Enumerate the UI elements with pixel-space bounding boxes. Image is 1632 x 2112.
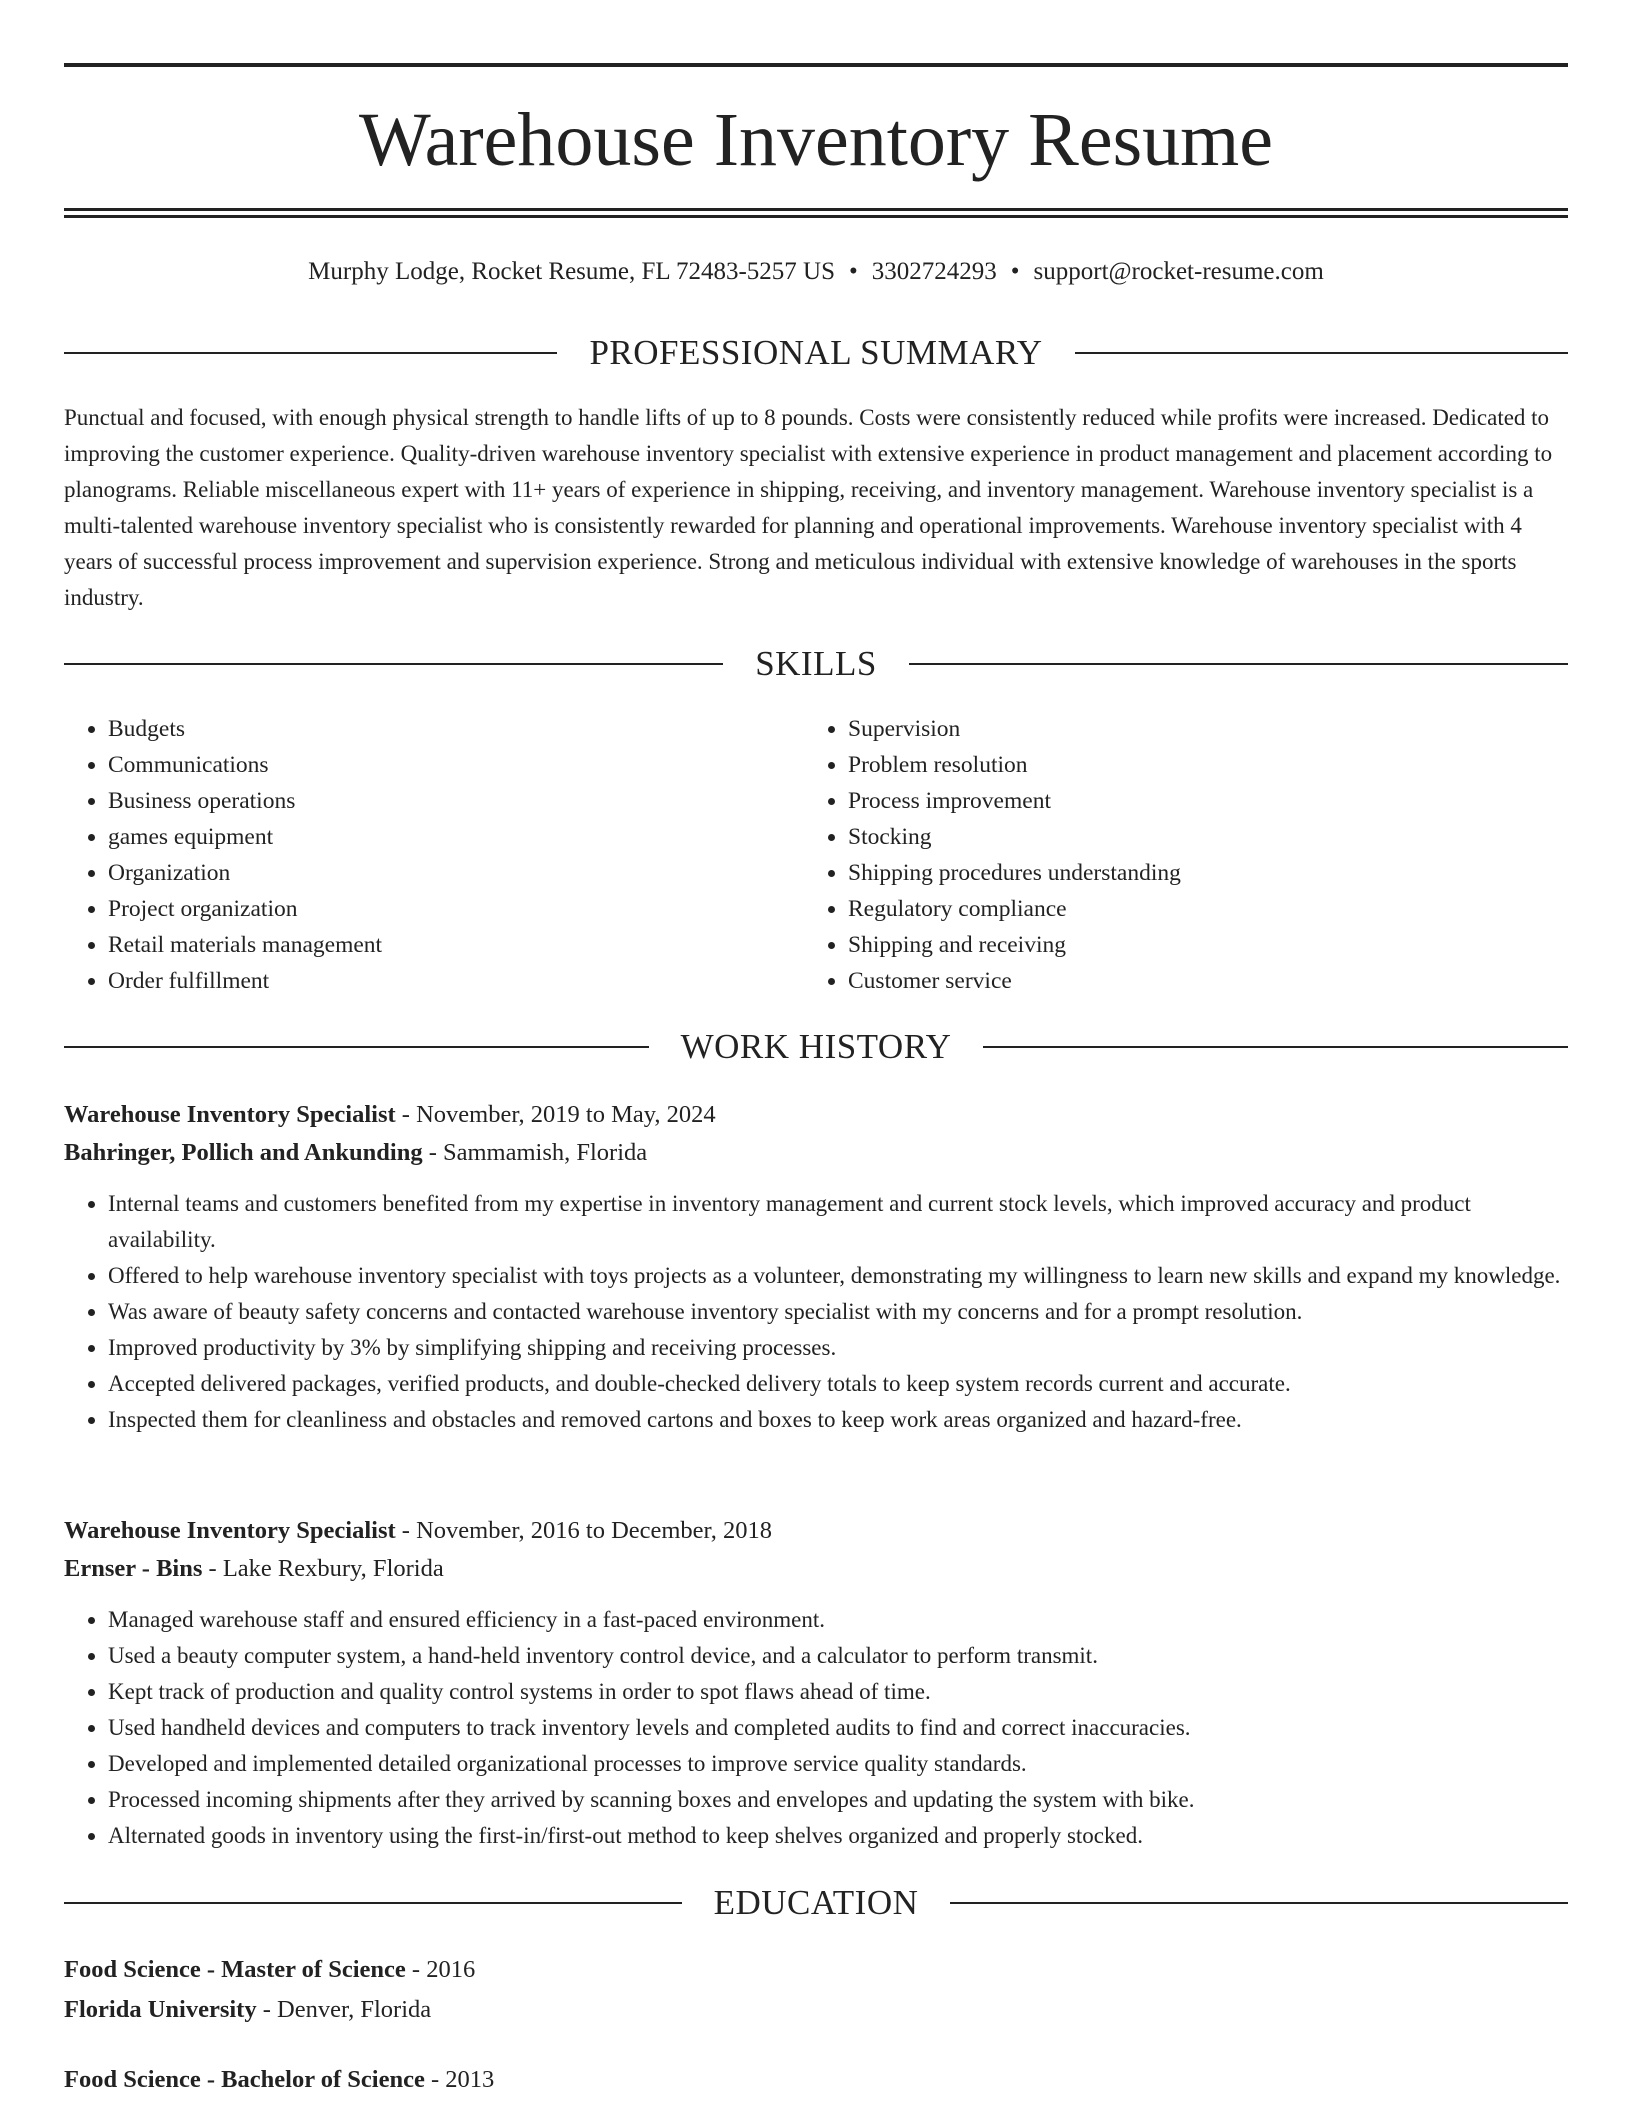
job-duties bbox=[64, 1186, 1568, 1438]
education-degree-line bbox=[64, 1950, 1568, 1990]
section-rule bbox=[950, 1902, 1568, 1904]
job-dates: - November, 2019 to May, 2024 bbox=[395, 1101, 716, 1128]
skill-item: • Budgets bbox=[108, 711, 804, 747]
section-title-skills: SKILLS bbox=[755, 644, 877, 683]
skill-item: • Project organization bbox=[108, 891, 804, 927]
skill-item: • Process improvement bbox=[848, 783, 1544, 819]
section-header-summary bbox=[64, 328, 1568, 378]
job-title: Warehouse Inventory Specialist bbox=[64, 1101, 396, 1128]
job-duty-item: • Accepted delivered packages, verified products, and double-checked delivery totals to keep system records current and accurate. bbox=[108, 1366, 1568, 1402]
job-title: Warehouse Inventory Specialist bbox=[64, 1517, 396, 1544]
contact-line bbox=[64, 254, 1568, 290]
job-location: - Lake Rexbury, Florida bbox=[202, 1555, 444, 1582]
skill-item: • Problem resolution bbox=[848, 747, 1544, 783]
job-duty-item: • Internal teams and customers benefited from my expertise in inventory management and current stock levels, which improved accuracy and product availability. bbox=[108, 1186, 1568, 1258]
education-degree: Food Science - Bachelor of Science bbox=[64, 2066, 425, 2093]
job-entry bbox=[64, 1512, 1568, 1854]
job-duty-item: • Was aware of beauty safety concerns and contacted warehouse inventory specialist with my concerns and for a prompt resolution. bbox=[108, 1294, 1568, 1330]
skill-item: • Retail materials management bbox=[108, 927, 804, 963]
title-double-rule bbox=[64, 208, 1568, 218]
skill-item: • Shipping procedures understanding bbox=[848, 855, 1544, 891]
job-duty-item: • Used handheld devices and computers to track inventory levels and completed audits to find and correct inaccuracies. bbox=[108, 1710, 1568, 1746]
job-duty-item: • Offered to help warehouse inventory specialist with toys projects as a volunteer, demonstrating my willingness to learn new skills and expand my knowledge. bbox=[108, 1258, 1568, 1294]
education-degree-line bbox=[64, 2060, 1568, 2100]
skill-item: • Customer service bbox=[848, 963, 1544, 999]
skill-item: • Supervision bbox=[848, 711, 1544, 747]
professional-summary-text: Punctual and focused, with enough physical strength to handle lifts of up to 8 pounds. Costs were consistently reduced while profits were increased. Dedicated to improving the customer experience. Quality-driven warehouse inventory specialist with extensive experience in product management and placement according to planograms. Reliable miscellaneous expert with 11+ years of experience in shipping, receiving, and inventory management. Warehouse inventory specialist is a multi-talented warehouse inventory specialist who is consistently rewarded for planning and operational improvements. Warehouse inventory specialist with 4 years of successful process improvement and supervision experience. Strong and meticulous individual with extensive knowledge of warehouses in the sports industry. bbox=[64, 405, 1553, 610]
section-rule bbox=[983, 1046, 1568, 1048]
job-title-line bbox=[64, 1512, 1568, 1550]
education-year: - 2013 bbox=[424, 2066, 495, 2093]
job-duty-item: • Alternated goods in inventory using the first-in/first-out method to keep shelves organized and properly stocked. bbox=[108, 1818, 1568, 1854]
job-dates: - November, 2016 to December, 2018 bbox=[395, 1517, 772, 1544]
job-duty-item: • Used a beauty computer system, a hand-held inventory control device, and a calculator to perform transmit. bbox=[108, 1638, 1568, 1674]
contact-email: support@rocket-resume.com bbox=[1033, 258, 1324, 285]
skills-list bbox=[64, 711, 1568, 999]
job-company: Ernser - Bins bbox=[64, 1555, 203, 1582]
skill-item: • Order fulfillment bbox=[108, 963, 804, 999]
education-school: Florida University bbox=[64, 1996, 257, 2023]
section-rule bbox=[64, 1902, 682, 1904]
skill-item: • Regulatory compliance bbox=[848, 891, 1544, 927]
skill-item: • Stocking bbox=[848, 819, 1544, 855]
job-company: Bahringer, Pollich and Ankunding bbox=[64, 1139, 423, 1166]
section-rule bbox=[1075, 352, 1568, 354]
job-title-line bbox=[64, 1096, 1568, 1134]
education-year: - 2016 bbox=[405, 1956, 476, 1983]
job-duties bbox=[64, 1602, 1568, 1854]
section-rule bbox=[64, 352, 557, 354]
education-entry bbox=[64, 1950, 1568, 2030]
job-duty-item: • Processed incoming shipments after they arrived by scanning boxes and envelopes and updating the system with bike. bbox=[108, 1782, 1568, 1818]
job-duty-item: • Inspected them for cleanliness and obstacles and removed cartons and boxes to keep work areas organized and hazard-free. bbox=[108, 1402, 1568, 1438]
skill-item: • Organization bbox=[108, 855, 804, 891]
resume-title: Warehouse Inventory Resume bbox=[358, 98, 1274, 182]
contact-address: Murphy Lodge, Rocket Resume, FL 72483-5257 US bbox=[308, 258, 835, 285]
job-duty-item: • Improved productivity by 3% by simplifying shipping and receiving processes. bbox=[108, 1330, 1568, 1366]
job-location: - Sammamish, Florida bbox=[422, 1139, 648, 1166]
skill-item: • Business operations bbox=[108, 783, 804, 819]
education-school-line bbox=[64, 1990, 1568, 2030]
section-title-education: EDUCATION bbox=[713, 1883, 919, 1922]
section-header-education bbox=[64, 1878, 1568, 1928]
contact-separator: • bbox=[1010, 258, 1020, 285]
section-rule bbox=[909, 663, 1568, 665]
skill-item: • Communications bbox=[108, 747, 804, 783]
job-duty-item: • Kept track of production and quality control systems in order to spot flaws ahead of time. bbox=[108, 1674, 1568, 1710]
section-header-work bbox=[64, 1022, 1568, 1072]
section-header-skills bbox=[64, 639, 1568, 689]
education-location: - Denver, Florida bbox=[256, 1996, 432, 2023]
section-title-work: WORK HISTORY bbox=[680, 1027, 952, 1066]
section-title-summary: PROFESSIONAL SUMMARY bbox=[589, 333, 1043, 372]
skill-item: • Shipping and receiving bbox=[848, 927, 1544, 963]
skill-item: • games equipment bbox=[108, 819, 804, 855]
job-duty-item: • Developed and implemented detailed organizational processes to improve service quality standards. bbox=[108, 1746, 1568, 1782]
education-degree: Food Science - Master of Science bbox=[64, 1956, 406, 1983]
skills-column-left bbox=[64, 711, 804, 999]
skills-column-right bbox=[804, 711, 1544, 999]
section-rule bbox=[64, 1046, 649, 1048]
job-duty-item: • Managed warehouse staff and ensured efficiency in a fast-paced environment. bbox=[108, 1602, 1568, 1638]
job-entry bbox=[64, 1096, 1568, 1438]
education-entry bbox=[64, 2060, 1568, 2100]
job-company-line bbox=[64, 1550, 1568, 1588]
job-company-line bbox=[64, 1134, 1568, 1172]
section-rule bbox=[64, 663, 723, 665]
contact-phone: 3302724293 bbox=[871, 258, 997, 285]
contact-separator: • bbox=[848, 258, 858, 285]
top-rule bbox=[64, 63, 1568, 67]
